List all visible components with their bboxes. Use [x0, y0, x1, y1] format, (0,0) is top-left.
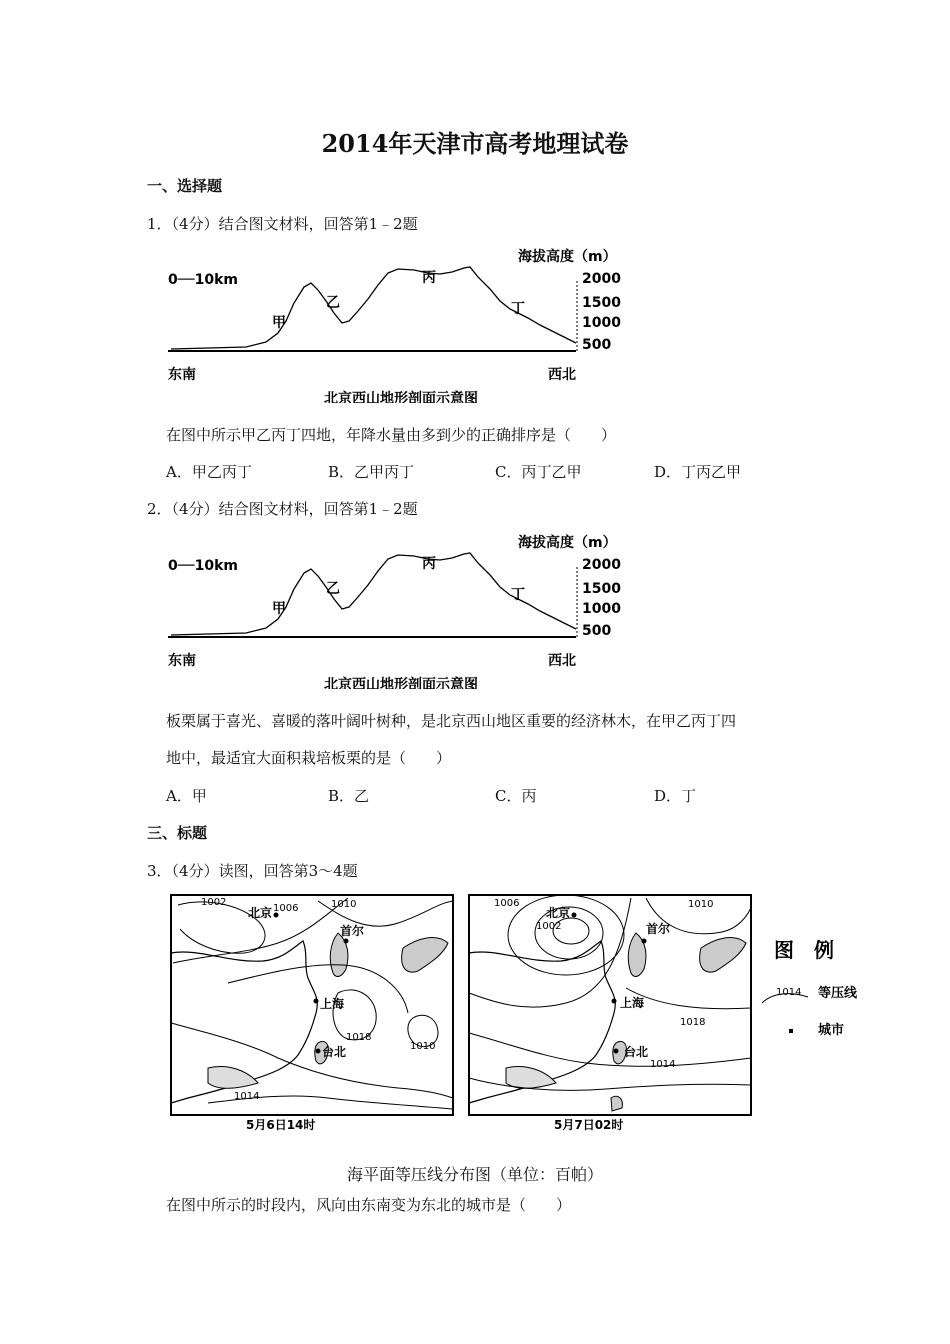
isobar-value: 1002	[201, 897, 227, 908]
southeast-direction-label: 东南	[168, 367, 196, 383]
city-label: 北京	[546, 906, 571, 920]
terrain-profile-chart	[166, 243, 636, 403]
isobar-value: 1010	[410, 1041, 436, 1052]
city-label: 上海	[620, 996, 645, 1010]
altitude-tick: 500	[582, 623, 612, 639]
isobar-map-may7	[466, 893, 756, 1135]
isobar-value: 1014	[650, 1059, 676, 1070]
point-ding-label: 丁	[511, 301, 525, 317]
section-heading-choice: 一、选择题	[147, 177, 223, 195]
option-c[interactable]: C．丙丁乙甲	[495, 463, 582, 481]
city-label: 台北	[322, 1045, 347, 1059]
option-a[interactable]: A．甲	[166, 787, 207, 805]
question-3-text: 在图中所示的时段内，风向由东南变为东北的城市是（ ）	[166, 1196, 572, 1214]
legend-graphic	[760, 935, 880, 1045]
southeast-direction-label: 东南	[168, 653, 196, 669]
isobar-value: 1018	[346, 1032, 372, 1043]
isobar-value: 1018	[680, 1017, 706, 1028]
altitude-tick: 1000	[582, 315, 621, 331]
point-bing-label: 丙	[422, 556, 436, 572]
isobar-value: 1010	[688, 899, 714, 910]
question-2-text-line2: 地中，最适宜大面积栽培板栗的是（ ）	[166, 749, 452, 767]
isobar-value: 1006	[273, 903, 299, 914]
profile-caption: 北京西山地形剖面示意图	[324, 391, 478, 403]
map-legend	[760, 935, 880, 1045]
isobar-value: 1002	[536, 921, 562, 932]
map-time-caption: 5月6日14时	[246, 1118, 316, 1132]
scale-bar-label: 0──10km	[168, 558, 238, 574]
point-jia-label: 甲	[272, 315, 286, 331]
profile-figure-1	[166, 243, 636, 403]
map-figure-caption: 海平面等压线分布图（单位：百帕）	[346, 1165, 603, 1184]
scale-bar-label: 0──10km	[168, 272, 238, 288]
legend-isobar-value: 1014	[776, 987, 802, 998]
legend-isobar-label: 等压线	[818, 986, 858, 1001]
map-time-caption: 5月7日02时	[554, 1118, 624, 1132]
option-a[interactable]: A．甲乙丙丁	[166, 463, 252, 481]
legend-title: 图 例	[774, 938, 834, 962]
option-b[interactable]: B．乙甲丙丁	[328, 463, 415, 481]
point-jia-label: 甲	[272, 601, 286, 617]
terrain-profile-chart	[166, 529, 636, 689]
northwest-direction-label: 西北	[548, 653, 576, 669]
altitude-axis-title: 海拔高度（m）	[518, 535, 617, 551]
altitude-tick: 1500	[582, 295, 621, 311]
altitude-tick: 1000	[582, 601, 621, 617]
page-title: 2014年天津市高考地理试卷	[321, 129, 629, 158]
option-b[interactable]: B．乙	[328, 787, 370, 805]
point-yi-label: 乙	[326, 581, 340, 597]
city-label: 首尔	[340, 924, 365, 938]
point-yi-label: 乙	[326, 295, 340, 311]
isobar-value: 1006	[494, 898, 520, 909]
city-label: 北京	[248, 906, 273, 920]
altitude-tick: 1500	[582, 581, 621, 597]
isobar-map-2	[466, 893, 756, 1135]
isobar-map-may6	[168, 893, 458, 1135]
point-bing-label: 丙	[422, 270, 436, 286]
city-label: 台北	[624, 1045, 649, 1059]
question-2-stem: 2．（4分）结合图文材料，回答第1﹣2题	[147, 500, 418, 518]
question-1-text: 在图中所示甲乙丙丁四地，年降水量由多到少的正确排序是（ ）	[166, 426, 617, 444]
altitude-tick: 2000	[582, 271, 621, 287]
question-1-stem: 1．（4分）结合图文材料，回答第1﹣2题	[147, 215, 418, 233]
city-label: 上海	[320, 997, 345, 1011]
altitude-tick: 500	[582, 337, 612, 353]
point-ding-label: 丁	[511, 587, 525, 603]
section-heading-title: 三、标题	[147, 824, 208, 842]
question-3-stem: 3．（4分）读图，回答第3～4题	[147, 862, 358, 880]
profile-caption: 北京西山地形剖面示意图	[324, 677, 478, 689]
profile-figure-2	[166, 529, 636, 689]
northwest-direction-label: 西北	[548, 367, 576, 383]
isobar-map-1	[168, 893, 458, 1135]
altitude-axis-title: 海拔高度（m）	[518, 249, 617, 265]
option-d[interactable]: D．丁丙乙甲	[654, 463, 742, 481]
isobar-value: 1010	[331, 899, 357, 910]
city-dot-icon	[789, 1029, 793, 1033]
question-2-text-line1: 板栗属于喜光、喜暖的落叶阔叶树种，是北京西山地区重要的经济林木，在甲乙丙丁四	[166, 712, 737, 730]
isobar-value: 1014	[234, 1091, 260, 1102]
option-d[interactable]: D．丁	[654, 787, 697, 805]
city-label: 首尔	[646, 922, 671, 936]
legend-city-label: 城市	[818, 1023, 845, 1038]
altitude-tick: 2000	[582, 557, 621, 573]
option-c[interactable]: C．丙	[495, 787, 537, 805]
